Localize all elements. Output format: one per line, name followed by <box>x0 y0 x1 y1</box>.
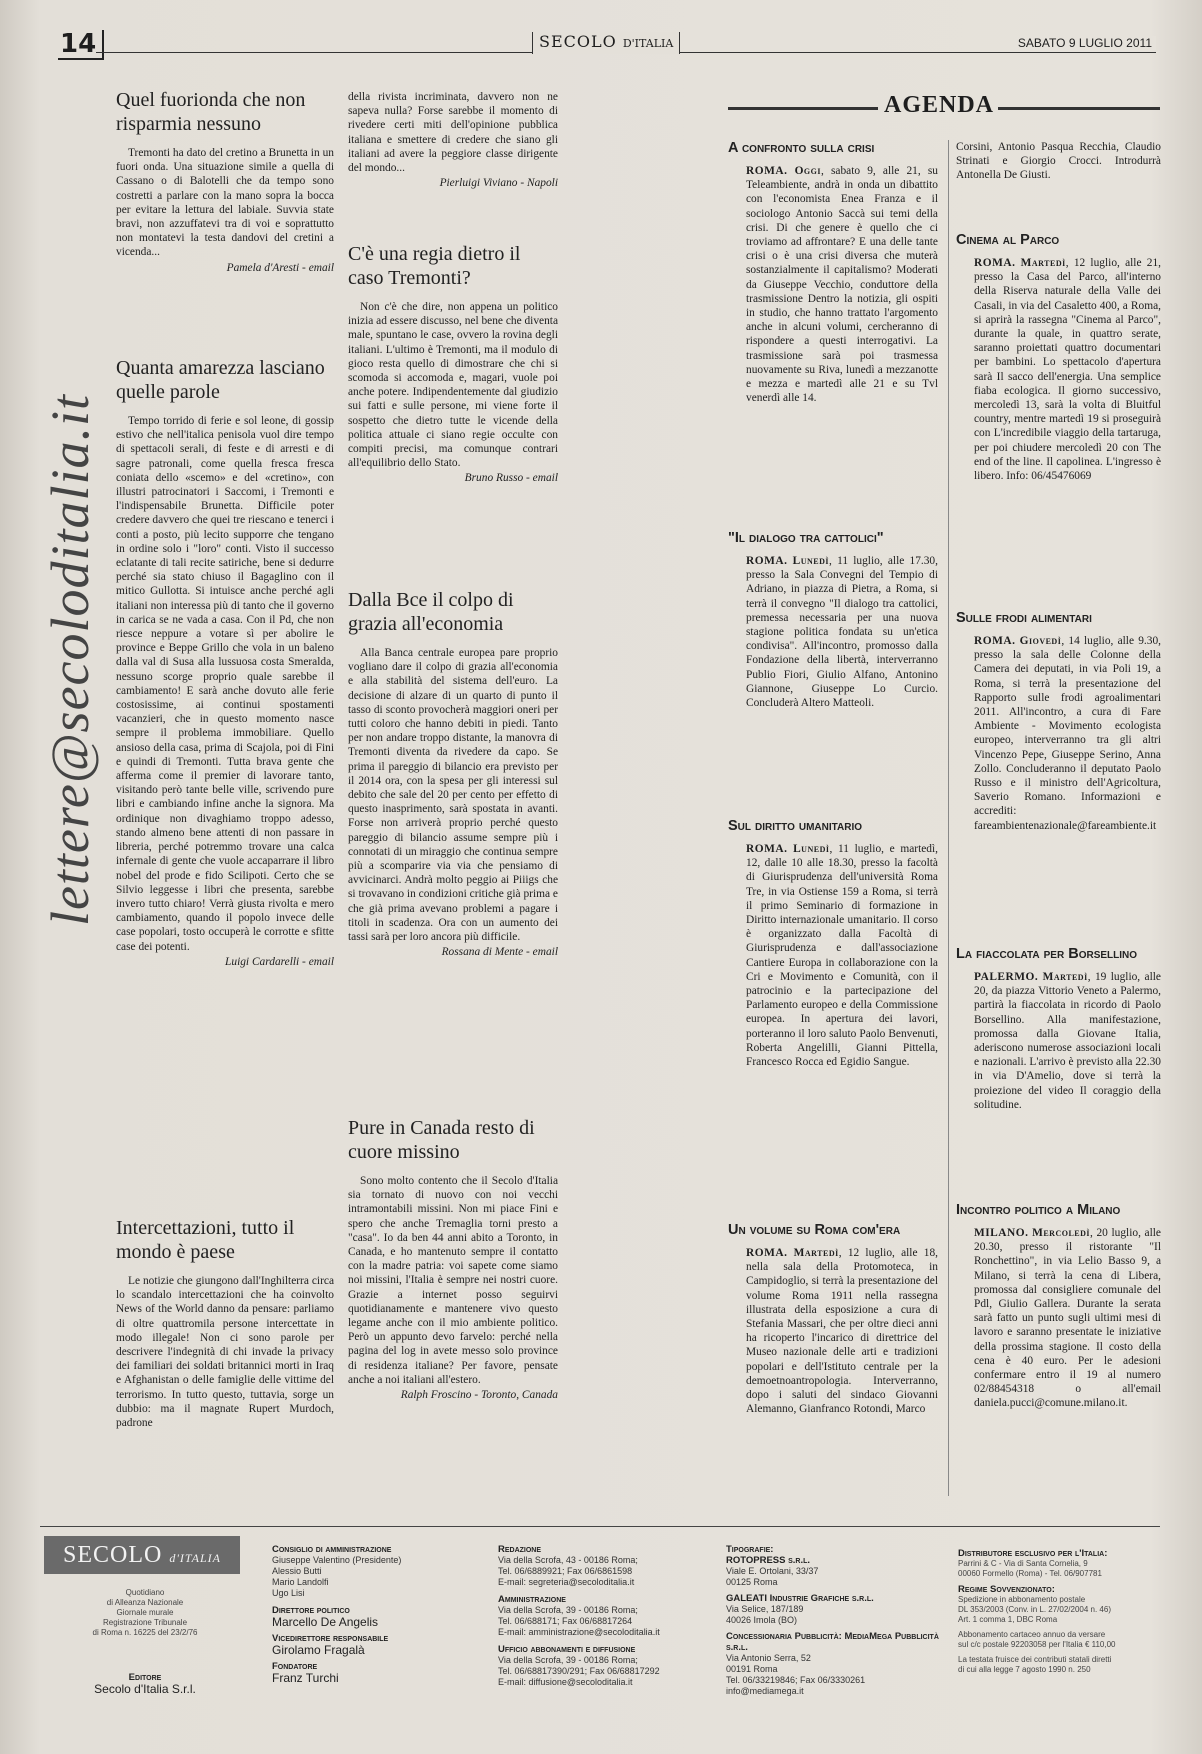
letter-body: Tempo torrido di ferie e sol leone, di gossip estivo che nell'italica penisola vuol dire tempo di spettacoli serali, di feste e di arresti e di sagre patronali, come quella fresca fresca coniata dello «scemo» e del «cretino», con illustri patrocinatori i Saccomi, i Tremonti e l'indispensabile Brunetta. Difficile poter credere davvero che quei tre riescano e tenerci i conti a posto, più lecito supporre che tengano in ordine solo i "loro" conti. Visto il successo eclatante di tali recite satiriche, bene si dedurre perché sia stato chiuso il Bagaglino con il mitico Gullotta. Si intuisce anche perché agli italiani non interessa più di tanto che il governo in carica se ne vada a casa. Con il Pd, che non riesce neppure a votare sì per abolire le province e Beppe Grillo che vola in un baleno dalla val di Susa alla lussuosa costa Smeralda, nessuno scorge proprio quale sarebbe il cambiamento! E sarà anche dovuto alle ferie costosissime, ai continui spostamenti vacanzieri, che in questo momento nasce sempre il problema immobiliare. Quello ansioso della casa, prima di Scajola, poi di Fini e quindi di Tremonti. Tutta brava gente che afferma come il premier di lavorare tanto, visitando però tante belle ville, scrivendo pure libri e cambiando infine anche la signora. Ma ordinique non divaghiamo troppo adesso, stando almeno bene attenti di non passare in libreria, perché potremmo trovare una calca infernale di gente che vuole accaparrare il libro nobel del prode e fido Scilipoti. Certo che se Silvio leggesse i libri che presenta, sarebbe invero tutto chiaro! Verrà giusta rivolta e mero cambiamento, quando il popolo invece delle case popolari, tosto occuperà le corrotte e sfitte case dei potenti. <box>116 415 334 953</box>
letter-signature: Pamela d'Aresti - email <box>226 261 334 274</box>
agenda-item <box>956 1202 1161 1411</box>
letter-article <box>348 588 558 958</box>
letter-article <box>116 356 334 968</box>
printer-heading: Tipografie: <box>726 1544 774 1555</box>
distribution-heading: Distributore esclusivo per l'Italia: <box>958 1548 1108 1559</box>
agenda-item-continued <box>956 140 1161 183</box>
printer-line: 40026 Imola (BO) <box>726 1615 798 1625</box>
distribution-block <box>958 1584 1158 1625</box>
footer-tagline <box>60 1588 230 1638</box>
distribution-line: sul c/c postale 92203058 per l'Italia € 110,00 <box>958 1640 1116 1649</box>
agenda-rule <box>728 107 878 110</box>
letter-body: Alla Banca centrale europea pare proprio vogliano dare il colpo di grazia all'economia e alla stabilità del sistema dell'euro. La decisione di alzare di un quarto di punto il tasso di sconto provocherà maggiori oneri per tutti coloro che hanno debiti in piedi. Tanto per non andare troppo distante, la manovra di Tremonti diventa da rivedere da capo. Se prima il pareggio di bilancio era previsto per il 2014 ora, con la spesa per gli interessi sul debito che sale del 20 per cento per effetto di questo inasprimento, sarà spostata in avanti. Forse non arriverà proprio perché questo pareggio di bilancio assume sempre più i connotati di un miraggio che continua sempre più a scomparire via via che pensiamo di avvicinarci. Andrà molto peggio ai Piiigs che si trovavano in condizioni critiche già prima e che già prima avevano problemi a pagare i titoli in scadenza. Ora con un aumento dei tassi sarà per loro ancora più difficile. <box>348 647 558 944</box>
letter-title: Pure in Canada resto di cuore missino <box>348 1117 535 1163</box>
distribution-line: Spedizione in abbonamento postale <box>958 1595 1086 1604</box>
letter-article-continued <box>348 90 558 189</box>
footer-printers <box>726 1544 946 1697</box>
agenda-item-title: Incontro politico a Milano <box>956 1202 1121 1218</box>
tagline-line: di Alleanza Nazionale <box>106 1598 184 1607</box>
printer-name: ROTOPRESS s.r.l. <box>726 1555 811 1566</box>
printer-line: 00191 Roma <box>726 1664 778 1674</box>
page-number: 14 <box>58 30 104 60</box>
distribution-line: Parrini & C - Via di Santa Cornelia, 9 <box>958 1559 1088 1568</box>
founder-heading: Fondatore <box>272 1661 318 1672</box>
distribution-line: di cui alla legge 7 agosto 1990 n. 250 <box>958 1665 1091 1674</box>
printer-line: Tel. 06/33219846; Fax 06/3330261 <box>726 1675 866 1685</box>
printer-line: Via Selice, 187/189 <box>726 1604 804 1614</box>
agenda-item-title: Cinema al Parco <box>956 232 1060 248</box>
agenda-item-body <box>728 164 938 405</box>
letter-article <box>116 88 334 274</box>
board-heading: Consiglio di amministrazione <box>272 1544 392 1555</box>
agenda-item-when: Martedì <box>1042 971 1088 983</box>
printer-line: 00125 Roma <box>726 1577 778 1587</box>
agenda-item-place: ROMA. <box>974 257 1016 269</box>
agenda-item <box>728 140 938 405</box>
printer-heading: Concessionaria Pubblicità: MediaMega Pubblicità s.r.l. <box>726 1631 939 1653</box>
office-line: Tel. 06/68817390/291; Fax 06/68817292 <box>498 1666 660 1676</box>
letter-article <box>348 242 558 484</box>
letter-signature: Ralph Froscino - Toronto, Canada <box>400 1389 558 1402</box>
agenda-item <box>728 1222 938 1416</box>
distribution-line: Art. 1 comma 1, DBC Roma <box>958 1615 1058 1624</box>
agenda-item-title: Sul diritto umanitario <box>728 818 863 834</box>
masthead-suffix: D'ITALIA <box>622 37 674 50</box>
agenda-rule <box>998 107 1160 110</box>
distribution-line: La testata fruisce dei contributi statali diretti <box>958 1655 1112 1664</box>
director-name: Marcello De Angelis <box>272 1615 379 1629</box>
vice-heading: Vicedirettore responsabile <box>272 1633 389 1644</box>
editor-name: Secolo d'Italia S.r.l. <box>94 1682 196 1696</box>
distribution-heading: Regime Sovvenzionato: <box>958 1584 1055 1595</box>
agenda-item-place: ROMA. <box>746 555 788 567</box>
letter-title: Quanta amarezza lasciano quelle parole <box>116 357 325 403</box>
office-line: Via della Scrofa, 39 - 00186 Roma; <box>498 1605 638 1615</box>
agenda-item-when: Giovedì <box>1019 635 1062 647</box>
footer-rule <box>40 1526 1160 1527</box>
tagline-line: Registrazione Tribunale <box>102 1618 188 1627</box>
agenda-item-text: , 19 luglio, alle 20, da piazza Vittorio Veneto a Palermo, partirà la fiaccolata in ricordo di Paolo Borsellino. Alla manifestazione, promossa dalla Giovane Italia, aderiscono numerose associazioni locali e nazionali. L'arrivo è previsto alla 22.30 in via D'Amelio, dove si terrà la proiezione del video Il coraggio della solitudine. <box>974 971 1161 1111</box>
letter-body: della rivista incriminata, davvero non ne sapeva nulla? Forse sarebbe il momento di rivedere certi miti dell'opinione pubblica italiana e smettere di credere che siano gli italiani ad avere la peggiore classe dirigente del mondo... <box>348 91 558 175</box>
founder-name: Franz Turchi <box>272 1671 339 1685</box>
agenda-item-text: Corsini, Antonio Pasqua Recchia, Claudio Strinati e Giorgio Crocci. Introdurrà Antonella De Giusti. <box>956 141 1161 182</box>
office-line: Via della Scrofa, 39 - 00186 Roma; <box>498 1655 638 1665</box>
agenda-item-place: ROMA. <box>746 843 788 855</box>
vice-name: Girolamo Fragalà <box>272 1643 365 1657</box>
footer-staff <box>272 1544 472 1685</box>
letter-title: C'è una regia dietro il caso Tremonti? <box>348 243 521 289</box>
board-member: Giuseppe Valentino (Presidente) <box>272 1555 402 1565</box>
agenda-item-text: , 14 luglio, alle 9.30, presso la sala delle Colonne della Camera dei deputati, in via Poli 19, a Roma, si terrà la presentazione del Rapporto sulle frodi agroalimentari 2011. All'incontro, a cura di Fare Ambiente - Movimento ecologista europeo, interverranno tra gli altri Vincenzo Pepe, Giuseppe Serino, Anna Zollo. Concluderanno il deputato Paolo Russo e il ministro dell'Agricoltura, Saverio Romano. Informazioni e accrediti: fareambientenazionale@fareambiente.it <box>974 635 1161 832</box>
printer-line: Via Antonio Serra, 52 <box>726 1653 811 1663</box>
director-heading: Direttore politico <box>272 1605 350 1616</box>
letter-signature: Luigi Cardarelli - email <box>225 955 334 968</box>
distribution-line: DL 353/2003 (Conv. in L. 27/02/2004 n. 46) <box>958 1605 1111 1614</box>
office-line: Tel. 06/6889921; Fax 06/6861598 <box>498 1566 633 1576</box>
office-heading: Amministrazione <box>498 1594 566 1605</box>
letters-email-vertical <box>40 100 100 1220</box>
agenda-item-text: , 11 luglio, e martedì, 12, dalle 10 alle 18.30, presso la facoltà di Giurisprudenza dell'università Roma Tre, in via Ostiense 159 a Roma, si terrà il primo Seminario di formazione in Diritto internazionale umanitario. Il corso è organizzato dalla Facoltà di Giurisprudenza e dall'associazione Cantiere Europa in collaborazione con la Cri e Movimento e Comunità, con il patrocinio e la partecipazione del Parlamento europeo e della Commissione europea. In apertura dei lavori, porteranno il loro saluto Paolo Benvenuti, Roberta Angelilli, Gianni Pittella, Francesco Rocca ed Egidio Sangue. <box>746 843 938 1069</box>
issue-date: SABATO 9 LUGLIO 2011 <box>1014 36 1156 50</box>
distribution-block <box>958 1548 1158 1579</box>
agenda-item-title: A confronto sulla crisi <box>728 140 875 156</box>
letter-body: Sono molto contento che il Secolo d'Italia sia tornato di nuovo con noi vecchi intramontabili missini. Non mi piace Fini e spero che anche Tremaglia torni presto a "casa". Io da ben 44 anni abito a Toronto, in Canada, e ho mantenuto sempre il contatto con la madre patria: voi sapete come siamo noi missini, l'Italia è sempre nei nostri cuore. Grazie a internet posso seguirvi quotidianamente e mantenere vivo questo legame anche con il mio ambiente politico. Però un appunto devo farvelo: perché nella pagina del log in avete messo solo province di residenza italiane? Per favore, pensate anche a noi italiani all'estero. <box>348 1175 558 1386</box>
board-member: Ugo Lisi <box>272 1588 305 1598</box>
printer-block <box>726 1544 946 1588</box>
office-line: E-mail: diffusione@secoloditalia.it <box>498 1677 633 1687</box>
letter-body: Non c'è che dire, non appena un politico inizia ad essere discusso, nel bene che diventa male, spuntano le case, ovvero la rovina degli italiani. L'ultimo è Tremonti, ma il modulo di gioco resta quello di dimostrare che chi si scomoda si accomoda e, magari, vuole poi anche potere. Indipendentemente dal giudizio sui fatti e sulle persone, mi viene forte il sospetto che dietro tutte le vicende della politica attuale ci siano regie occulte con compiti precisi, ma comunque contrari all'equilibrio dello Stato. <box>348 301 559 470</box>
agenda-item-body <box>728 842 938 1069</box>
editor-heading: Editore <box>128 1672 162 1683</box>
agenda-item-body <box>956 970 1161 1112</box>
agenda-item-when: Martedì <box>1020 257 1066 269</box>
office-line: E-mail: segreteria@secoloditalia.it <box>498 1577 635 1587</box>
office-line: Tel. 06/688171; Fax 06/68817264 <box>498 1616 633 1626</box>
agenda-item-title: Sulle frodi alimentari <box>956 610 1092 626</box>
letter-article <box>116 1216 334 1430</box>
office-line: Via della Scrofa, 43 - 00186 Roma; <box>498 1555 638 1565</box>
agenda-item-body <box>956 1226 1161 1411</box>
tagline-line: Giornale murale <box>116 1608 174 1617</box>
agenda-title: AGENDA <box>883 92 994 118</box>
agenda-item <box>956 946 1161 1112</box>
footer-logo-title: SECOLO <box>62 1542 163 1568</box>
footer-offices <box>498 1544 708 1688</box>
agenda-item-title: Un volume su Roma com'era <box>728 1222 901 1238</box>
column-rule <box>948 140 949 1496</box>
printer-name: GALEATI Industrie Grafiche s.r.l. <box>726 1593 874 1604</box>
distribution-block <box>958 1630 1158 1650</box>
letter-title: Intercettazioni, tutto il mondo è paese <box>116 1217 295 1263</box>
distribution-block <box>958 1655 1158 1675</box>
office-block <box>498 1594 708 1638</box>
tagline-line: di Roma n. 16225 del 23/2/76 <box>92 1628 198 1637</box>
masthead <box>532 32 680 54</box>
office-block <box>498 1644 708 1688</box>
agenda-item-place: ROMA. <box>746 165 788 177</box>
office-block <box>498 1544 708 1588</box>
printer-line: Viale E. Ortolani, 33/37 <box>726 1566 819 1576</box>
letter-body: Le notizie che giungono dall'Inghilterra circa lo scandalo intercettazioni che ha coinvolto News of the World danno da pensare: parliamo di oltre quattromila persone intercettate in modo illegale! Non ci sono parole per descrivere l'indegnità di chi invade la privacy dei familiari dei soldati britannici morti in Iraq e Afghanistan o delle famiglie delle vittime del terrorismo. In tutto questo, tuttavia, sorge un dubbio: ma il magnate Rupert Murdoch, padrone <box>116 1275 334 1430</box>
agenda-item-text: , 12 luglio, alle 21, presso la Casa del Parco, all'interno della Riserva naturale della Valle dei Casali, in via del Casaletto 400, a Roma, si aprirà la rassegna "Cinema al Parco", durante la quale, in quattro serate, saranno proiettati quattro documentari per bambini. Lo spettacolo d'apertura sarà Il sacco dell'energia. Una semplice fiaba ecologica. Il giorno successivo, mercoledì 13, sarà la volta di Bluitful country, mentre martedì 19 si proseguirà con L'incredibile viaggio della tartaruga, per poi chiudere mercoledì 20 con The end of the line. Il capolinea. L'ingresso è libero. Info: 06/45476069 <box>974 257 1161 483</box>
agenda-item-when: Oggi <box>794 165 821 177</box>
letter-title: Quel fuorionda che non risparmia nessuno <box>116 89 306 135</box>
agenda-item <box>728 818 938 1069</box>
letters-email[interactable]: lettere@secoloditalia.it <box>40 393 100 927</box>
agenda-item-place: ROMA. <box>974 635 1016 647</box>
agenda-item-body <box>728 1246 938 1416</box>
office-heading: Ufficio abbonamenti e diffusione <box>498 1644 636 1655</box>
letter-signature: Rossana di Mente - email <box>441 946 558 959</box>
printer-block <box>726 1631 946 1697</box>
letter-body: Tremonti ha dato del cretino a Brunetta in un fuori onda. Una situazione simile a quella di Cassano o di Balotelli che da tempo sono costretti a parlare con la mano sopra la bocca per evitare la lettura del labiale. Suvvia state bravi, non azzuffatevi tra di voi e soprattutto non montatevi la testa dandovi del cretini a vicenda... <box>116 147 334 259</box>
agenda-item-title: "Il dialogo tra cattolici" <box>728 530 884 546</box>
distribution-line: 00060 Formello (Roma) - Tel. 06/907781 <box>958 1569 1102 1578</box>
agenda-item-text: , 11 luglio, alle 17.30, presso la Sala Convegni del Tempio di Adriano, in piazza di Pietra, a Roma, si terrà il convegno "Il dialogo tra cattolici, premessa necessaria per una nuova stagione politica fondata su un'etica condivisa". All'incontro, promosso dalla Fondazione della libertà, interverranno Publio Fiori, Giulio Alfano, Antonino Giannone, Giuseppe Lo Curcio. Concluderà Altero Matteoli. <box>746 555 938 710</box>
letter-signature: Bruno Russo - email <box>464 472 558 485</box>
agenda-item-when: Lunedì <box>792 555 830 567</box>
agenda-item-text: , 12 luglio, alle 18, nella sala della Protomoteca, in Campidoglio, si terrà la presentazione del volume Roma 1911 nella rassegna illustrata della esposizione a cura di Stefania Massari, che per oltre dieci anni ha ricoperto l'incarico di direttrice del Museo nazionale delle arti e tradizioni popolari e dell'Istituto centrale per la demoetnoantropologia. Interverranno, dopo i saluti del sindaco Giovanni Alemanno, Gianfranco Rotondi, Marco <box>746 1247 938 1416</box>
tagline-line: Quotidiano <box>125 1588 165 1597</box>
board-member: Mario Landolfi <box>272 1577 329 1587</box>
agenda-item-text: , 20 luglio, alle 20.30, presso il ristorante "Il Ronchettino", in via Lelio Basso 9, a Milano, si terrà la cena di Libera, promossa dal consigliere comunale del Pdl, Giulio Gallera. Durante la serata sarà fatto un punto sugli ultimi mesi di lavoro e saranno presentate le iniziative della prossima stagione. Il costo della cena è 40 euro. Per le adesioni confermare entro il 19 al numero 02/88454318 o all'email daniela.pucci@comune.milano.it. <box>974 1227 1161 1410</box>
letter-article <box>348 1116 558 1401</box>
office-heading: Redazione <box>498 1544 542 1555</box>
footer-editor <box>60 1672 230 1696</box>
printer-block <box>726 1593 946 1626</box>
agenda-item-place: ROMA. <box>746 1247 788 1259</box>
agenda-item-body <box>956 634 1161 833</box>
footer-logo <box>44 1536 240 1574</box>
agenda-item-title: La fiaccolata per Borsellino <box>956 946 1138 962</box>
letter-signature: Pierluigi Viviano - Napoli <box>439 177 558 190</box>
agenda-item-body <box>956 256 1161 483</box>
footer-logo-suffix: d'ITALIA <box>169 1551 222 1565</box>
agenda-item-when: Martedì <box>793 1247 839 1259</box>
office-line: E-mail: amministrazione@secoloditalia.it <box>498 1627 660 1637</box>
agenda-item <box>956 610 1161 833</box>
footer-distribution <box>958 1548 1158 1675</box>
board-member: Alessio Butti <box>272 1566 322 1576</box>
agenda-item-place: PALERMO. <box>974 971 1039 983</box>
agenda-item <box>956 232 1161 483</box>
agenda-item-when: Mercoledì <box>1032 1227 1091 1239</box>
agenda-item-place: MILANO. <box>974 1227 1029 1239</box>
agenda-item-text: , sabato 9, alle 21, su Teleambiente, andrà in onda un dibattito con l'economista Enea Franza e il sociologo Antonio Saccà sui temi della crisi. Di che genere è quello che ci troviamo ad affrontare? E una delle tante crisi o è una crisi diversa che muterà sostanzialmente il capitalismo? Moderati da Giuseppe Vecchio, conduttore della trasmissione Dentro la notizia, gli ospiti in studio, che hanno trattato l'argomento anche in alcuni volumi, cercheranno di rispondere a questi interrogativi. La trasmissione sarà poi trasmessa nuovamente su Riva, lunedì a mezzanotte e mezza e martedì alle 21 e su Tvl venerdì alle 14. <box>746 165 938 405</box>
letter-title: Dalla Bce il colpo di grazia all'economia <box>348 589 514 635</box>
printer-line: info@mediamega.it <box>726 1686 804 1696</box>
agenda-item-body <box>728 554 938 710</box>
agenda-item-when: Lunedì <box>793 843 830 855</box>
masthead-title: SECOLO <box>539 32 617 51</box>
distribution-line: Abbonamento cartaceo annuo da versare <box>958 1630 1106 1639</box>
agenda-item <box>728 530 938 710</box>
